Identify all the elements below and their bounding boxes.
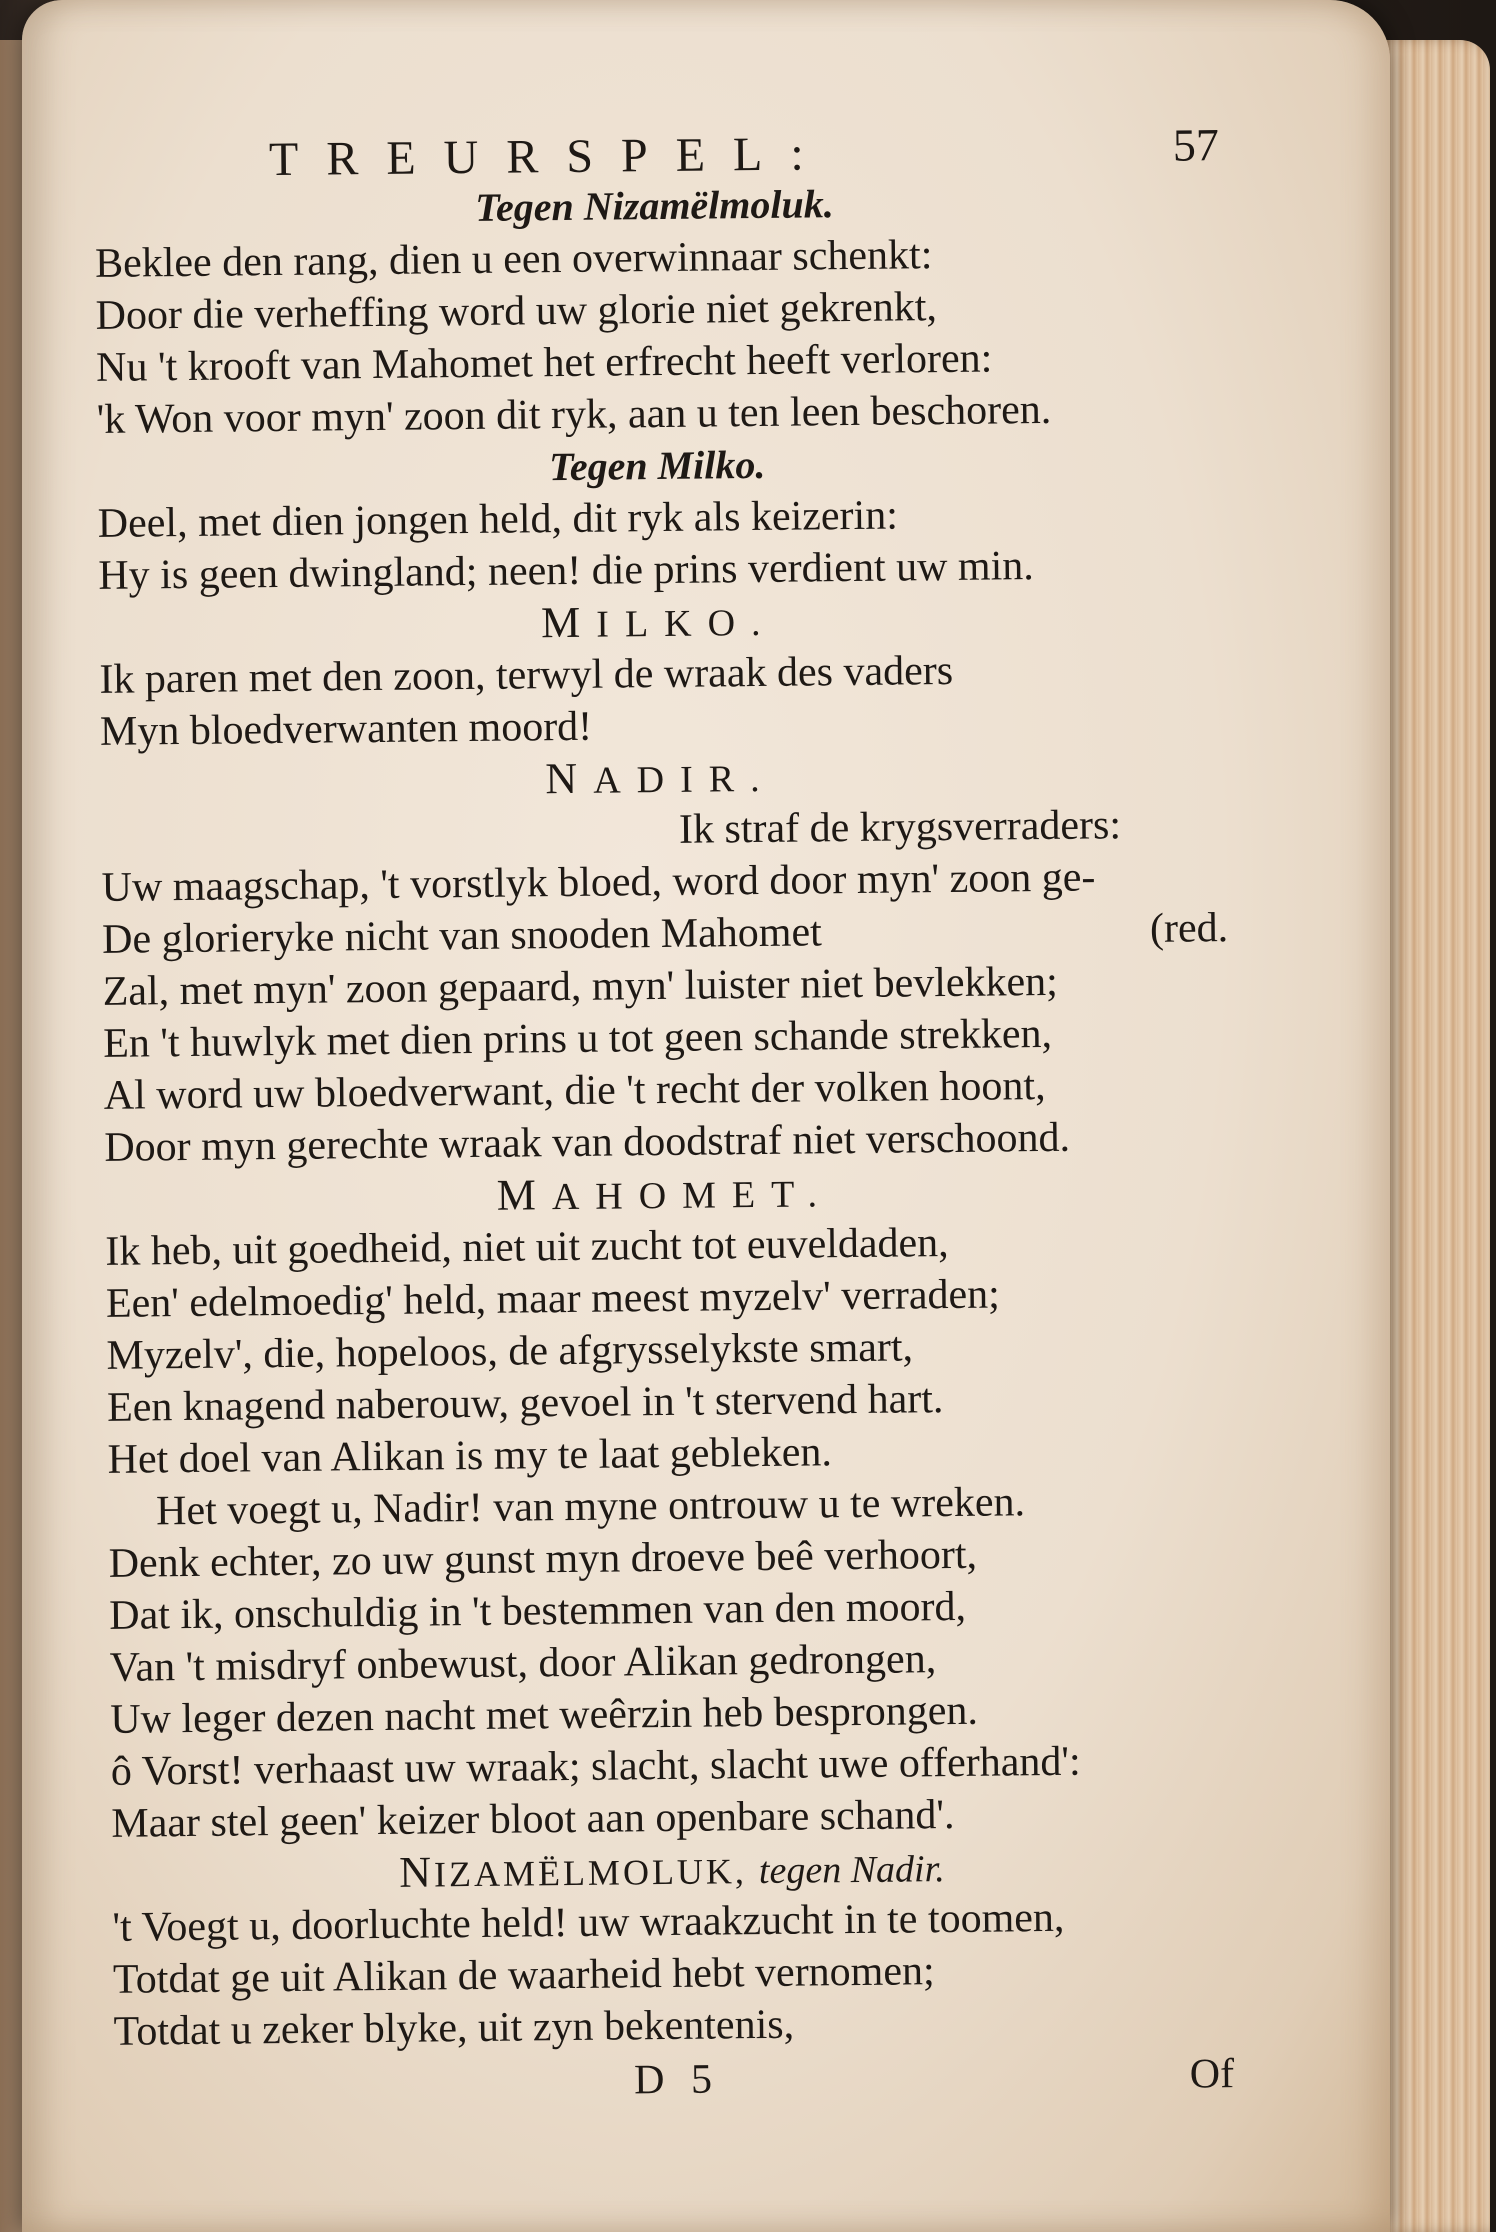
speaker-rest: IZAMËLMOLUK, bbox=[433, 1851, 748, 1895]
verse-line: Een knagend naberouw, gevoel in 't stervend hart. bbox=[106, 1376, 944, 1431]
verse-line: ô Vorst! verhaast uw wraak; slacht, slacht uwe offerhand': bbox=[110, 1738, 1081, 1795]
stage-direction: Tegen Nizamëlmoluk. bbox=[474, 181, 834, 230]
verse-line: Totdat ge uit Alikan de waarheid hebt vernomen; bbox=[112, 1948, 935, 2003]
verse-line: Dat ik, onschuldig in 't bestemmen van den moord, bbox=[108, 1583, 967, 1639]
verse-line: 'k Won voor myn' zoon dit ryk, aan u ten leen beschoren. bbox=[96, 386, 1052, 443]
verse-line: Denk echter, zo uw gunst myn droeve beê verhoort, bbox=[108, 1531, 978, 1587]
verse-line: Ik paren met den zoon, terwyl de wraak des vaders bbox=[99, 647, 954, 703]
verse-line: Hy is geen dwingland; neen! die prins verdient uw min. bbox=[98, 543, 1035, 599]
verse-line: Maar stel geen' keizer bloot aan openbare schand'. bbox=[111, 1791, 955, 1847]
signature-mark: D 5 bbox=[633, 2056, 721, 2104]
speaker-initial: N bbox=[398, 1847, 435, 1897]
verse-line: 't Voegt u, doorluchte held! uw wraakzucht in te toomen, bbox=[112, 1894, 1065, 1951]
verse-lines bbox=[94, 174, 1234, 2058]
verse-line: Zal, met myn' zoon gepaard, myn' luister niet bevlekken; bbox=[102, 958, 1059, 1015]
text-block bbox=[94, 104, 1235, 2122]
verse-line: Het voegt u, Nadir! van myne ontrouw u te wreken. bbox=[155, 1479, 1026, 1535]
speaker-rest: ADIR. bbox=[592, 757, 776, 802]
verse-line: Myzelv', die, hopeloos, de afgrysselykste smart, bbox=[106, 1324, 914, 1379]
verse-line: Uw maagschap, 't vorstlyk bloed, word door myn' zoon ge- bbox=[101, 854, 1096, 911]
stage-direction: Tegen Milko. bbox=[548, 441, 766, 490]
verse-line: Het doel van Alikan is my te laat gebleken. bbox=[107, 1429, 833, 1483]
verse-line: Door die verheffing word uw glorie niet gekrenkt, bbox=[95, 284, 938, 339]
verse-text: De glorieryke nicht van snooden Mahomet bbox=[101, 909, 822, 963]
running-head-title: TREURSPEL: bbox=[268, 127, 832, 187]
speaker-initial: M bbox=[540, 597, 597, 648]
speaker-rest: ILKO. bbox=[596, 601, 777, 646]
page-footer bbox=[114, 2050, 1235, 2122]
verse-line: Nu 't krooft van Mahomet het erfrecht heeft verloren: bbox=[95, 335, 993, 391]
book-page bbox=[22, 0, 1390, 2232]
page-number: 57 bbox=[1172, 119, 1220, 171]
speaker-initial: N bbox=[545, 753, 594, 804]
verse-line: Uw leger dezen nacht met weêrzin heb besprongen. bbox=[110, 1687, 979, 1743]
stage-direction: tegen Nadir. bbox=[758, 1848, 945, 1893]
verse-line: Een' edelmoedig' held, maar meest myzelv' verraden; bbox=[105, 1271, 1001, 1327]
verse-line: Deel, met dien jongen held, dit ryk als keizerin: bbox=[97, 492, 899, 547]
turned-word: (red. bbox=[1149, 905, 1229, 952]
verse-line: Van 't misdryf onbewust, door Alikan gedrongen, bbox=[109, 1636, 937, 1691]
speaker-rest: AHOMET. bbox=[551, 1173, 834, 1219]
verse-line: Ik heb, uit goedheid, niet uit zucht tot euveldaden, bbox=[105, 1220, 949, 1275]
running-head bbox=[94, 104, 1220, 187]
verse-line: Beklee den rang, dien u een overwinnaar schenkt: bbox=[94, 232, 933, 287]
verse-line: Ik straf de krygsverraders: bbox=[678, 802, 1122, 853]
verse-line: Totdat u zeker blyke, uit zyn bekentenis, bbox=[113, 2001, 795, 2055]
speaker-initial: M bbox=[496, 1170, 553, 1220]
verse-line: Al word uw bloedverwant, die 't recht der volken hoont, bbox=[103, 1063, 1046, 1119]
verse-line: En 't huwlyk met dien prins u tot geen schande strekken, bbox=[103, 1010, 1053, 1067]
catchword: Of bbox=[1189, 2051, 1235, 2098]
verse-line: Door myn gerechte wraak van doodstraf niet verschoond. bbox=[104, 1114, 1071, 1171]
verse-line: Myn bloedverwanten moord! bbox=[99, 703, 593, 755]
